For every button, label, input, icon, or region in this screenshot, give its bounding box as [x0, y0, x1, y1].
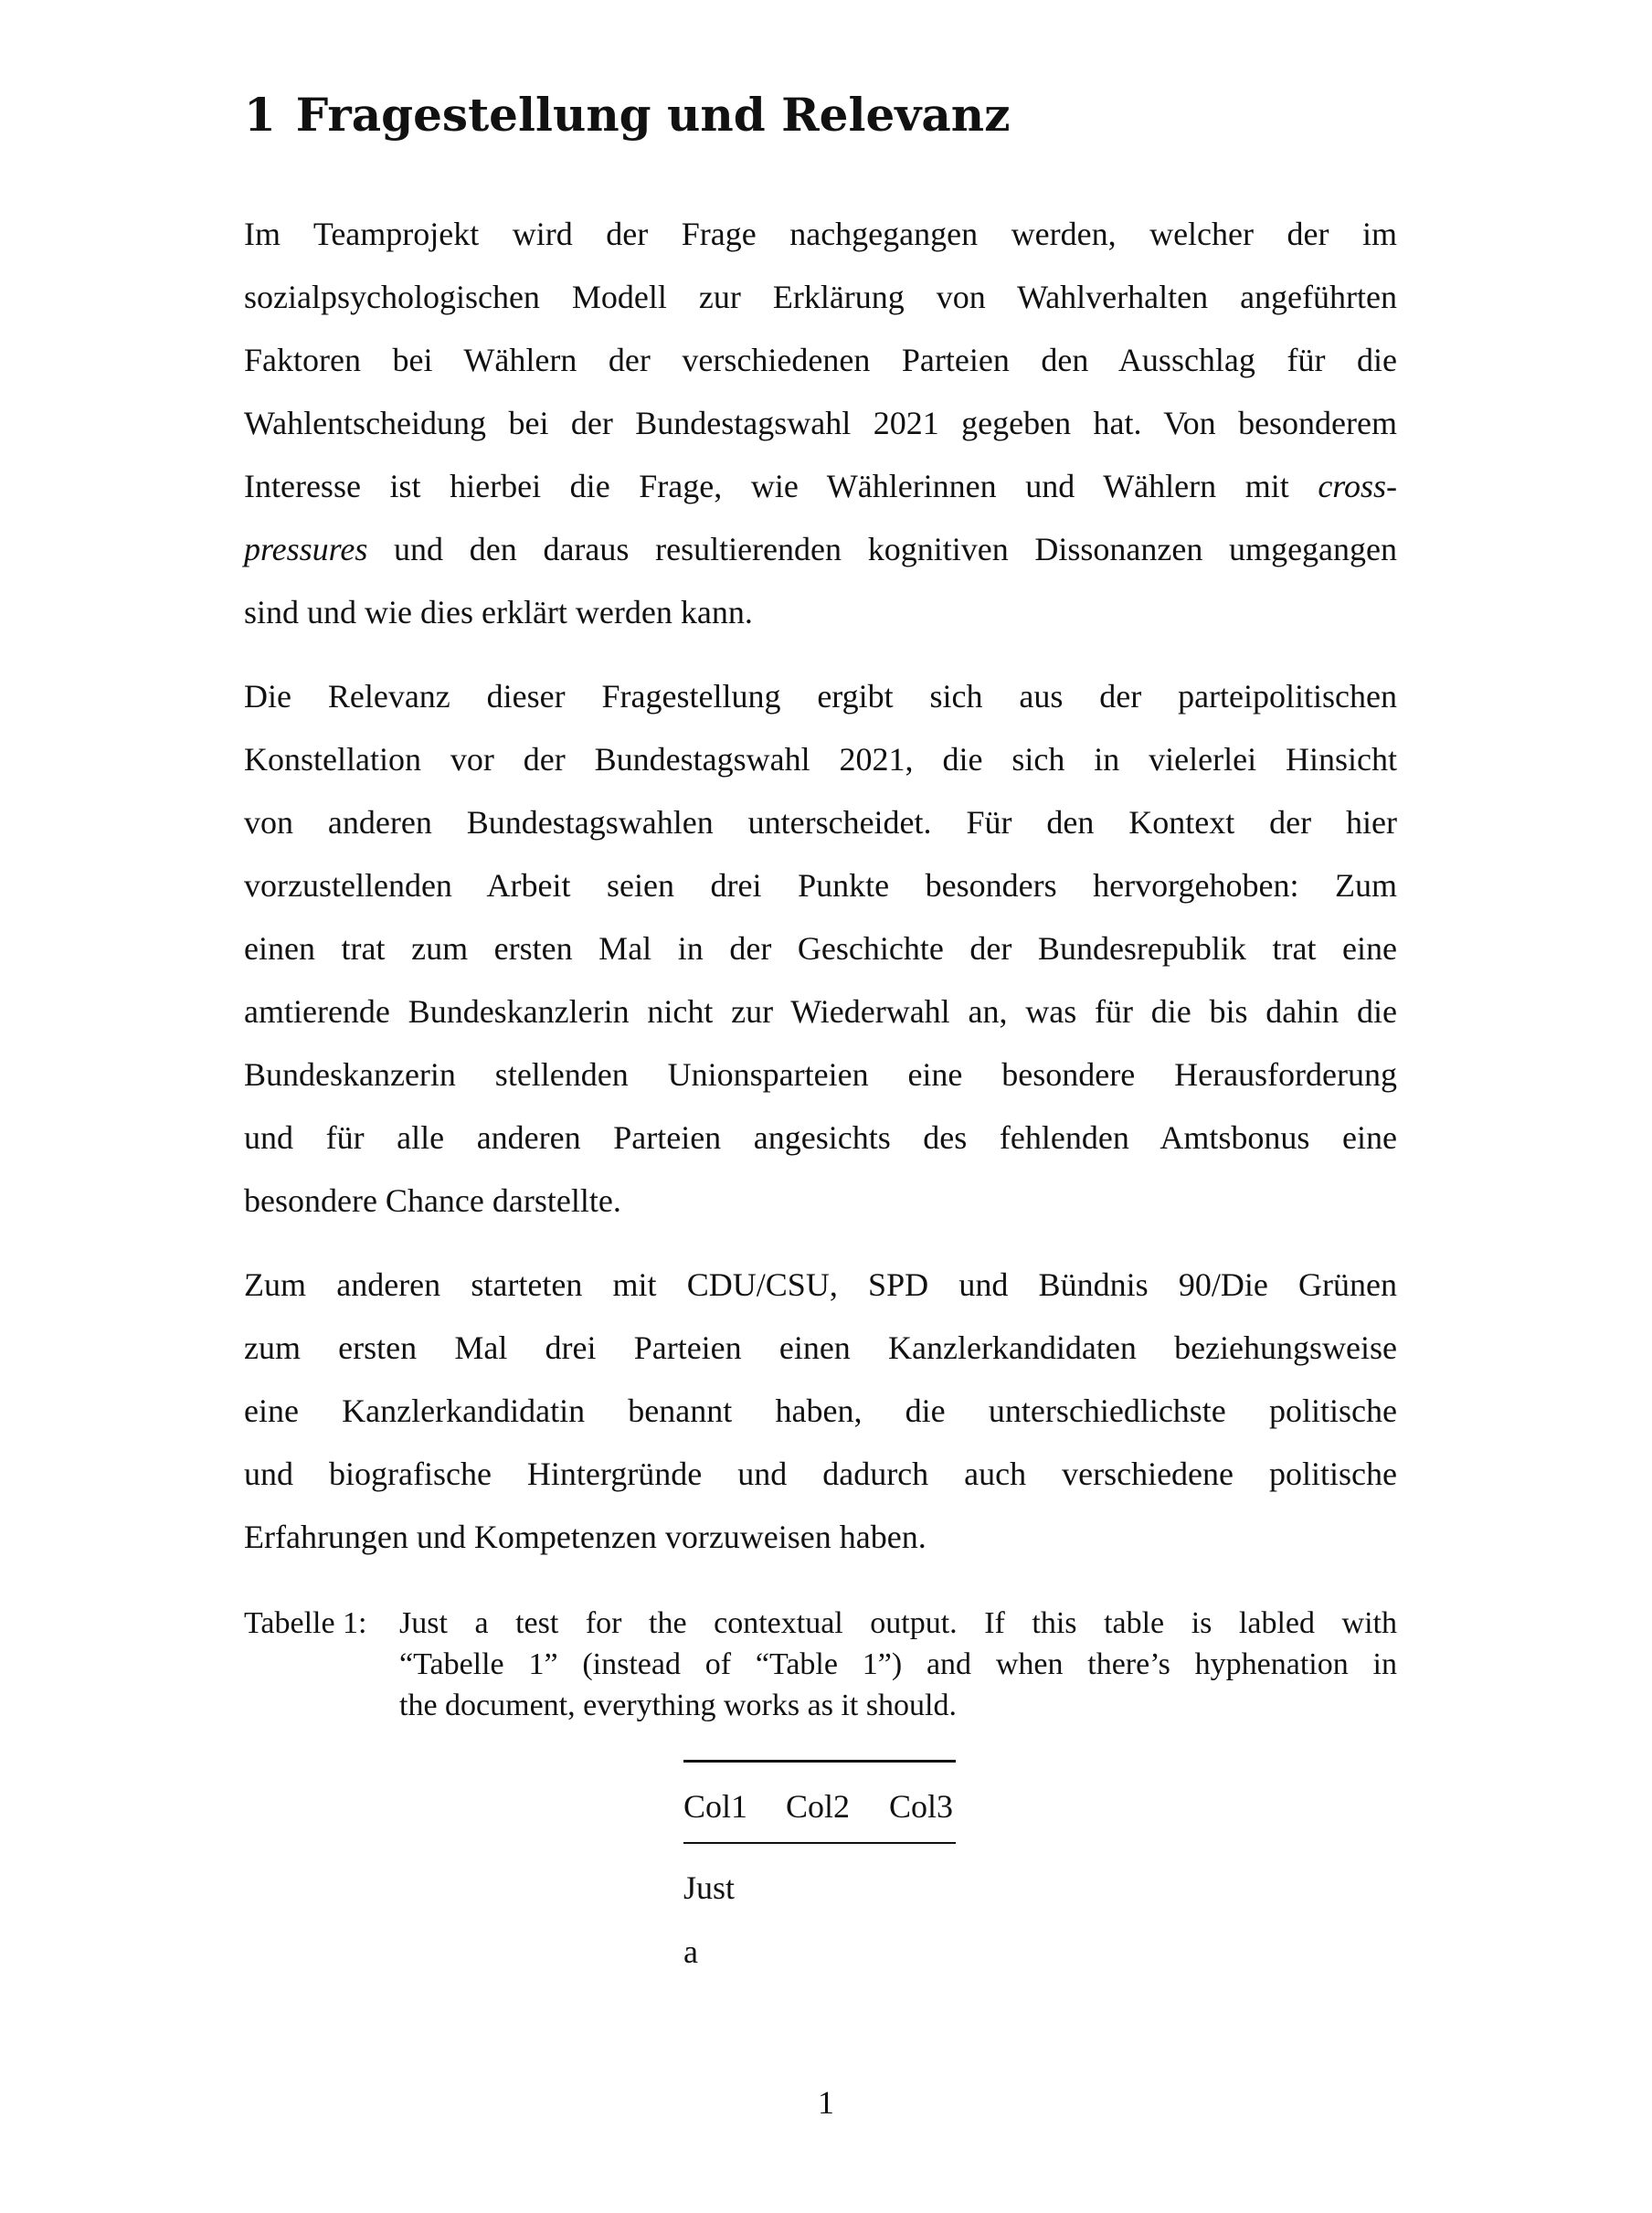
text-line: zum ersten Mal drei Parteien einen Kanzlerkandidaten beziehungsweise: [244, 1329, 1397, 1366]
text-line: eine Kanzlerkandidatin benannt haben, die unterschiedlichste politische: [244, 1392, 1397, 1429]
column-header: Col1: [683, 1788, 748, 1825]
text-line: vorzustellenden Arbeit seien drei Punkte besonders hervorgehoben: Zum: [244, 867, 1397, 904]
text-line: Wahlentscheidung bei der Bundestagswahl 2021 gegeben hat. Von besonderem: [244, 405, 1397, 441]
text-line: Die Relevanz dieser Fragestellung ergibt sich aus der parteipolitischen: [244, 678, 1397, 715]
text-span: und den daraus resultierenden kognitiven Dissonanzen umgegangen: [367, 531, 1397, 567]
text-span: Interesse ist hierbei die Frage, wie Wählerinnen und Wählern mit: [244, 468, 1318, 504]
column-header: Col2: [786, 1788, 851, 1825]
text-line: Faktoren bei Wählern der verschiedenen Parteien den Ausschlag für die: [244, 342, 1397, 378]
text-line: sind und wie dies erklärt werden kann.: [244, 594, 753, 630]
page-number: 1: [818, 2084, 834, 2121]
table-header-rule: [683, 1842, 956, 1844]
text-line: Im Teamprojekt wird der Frage nachgegangen werden, welcher der im: [244, 216, 1397, 252]
table-cell: Just: [683, 1869, 736, 1906]
text-line: Bundeskanzerin stellenden Unionsparteien eine besondere Herausforderung: [244, 1056, 1397, 1093]
emphasis-text: cross-: [1318, 468, 1397, 504]
caption-line: “Tabelle 1” (instead of “Table 1”) and when there’s hyphenation in: [399, 1647, 1397, 1681]
text-line: besondere Chance darstellte.: [244, 1182, 621, 1219]
section-heading: [244, 79, 1011, 152]
table-top-rule: [683, 1760, 956, 1763]
text-line: Konstellation vor der Bundestagswahl 2021, die sich in vielerlei Hinsicht: [244, 741, 1397, 778]
text-line: amtierende Bundeskanzlerin nicht zur Wiederwahl an, was für die bis dahin die: [244, 993, 1397, 1030]
column-header: Col3: [889, 1788, 954, 1825]
table-cell: a: [683, 1933, 698, 1970]
section-title: Fragestellung und Relevanz: [295, 88, 1011, 142]
text-line: [244, 465, 1397, 507]
text-line: sozialpsychologischen Modell zur Erklärung von Wahlverhalten angeführten: [244, 279, 1397, 315]
text-line: Zum anderen starteten mit CDU/CSU, SPD und Bündnis 90/Die Grünen: [244, 1266, 1397, 1303]
text-line: und biografische Hintergründe und dadurch auch verschiedene politische: [244, 1456, 1397, 1492]
caption-line: the document, everything works as it should.: [399, 1689, 958, 1722]
text-line: [244, 528, 1397, 570]
caption-label: Tabelle 1:: [244, 1606, 367, 1640]
text-line: einen trat zum ersten Mal in der Geschichte der Bundesrepublik trat eine: [244, 930, 1397, 967]
text-line: von anderen Bundestagswahlen unterscheidet. Für den Kontext der hier: [244, 804, 1397, 841]
text-line: Erfahrungen und Kompetenzen vorzuweisen haben.: [244, 1519, 927, 1555]
emphasis-text: pressures: [244, 531, 368, 567]
section-number: 1: [244, 88, 276, 142]
caption-line: Just a test for the contextual output. If this table is labled with: [399, 1606, 1397, 1640]
text-line: und für alle anderen Parteien angesichts des fehlenden Amtsbonus eine: [244, 1119, 1397, 1156]
